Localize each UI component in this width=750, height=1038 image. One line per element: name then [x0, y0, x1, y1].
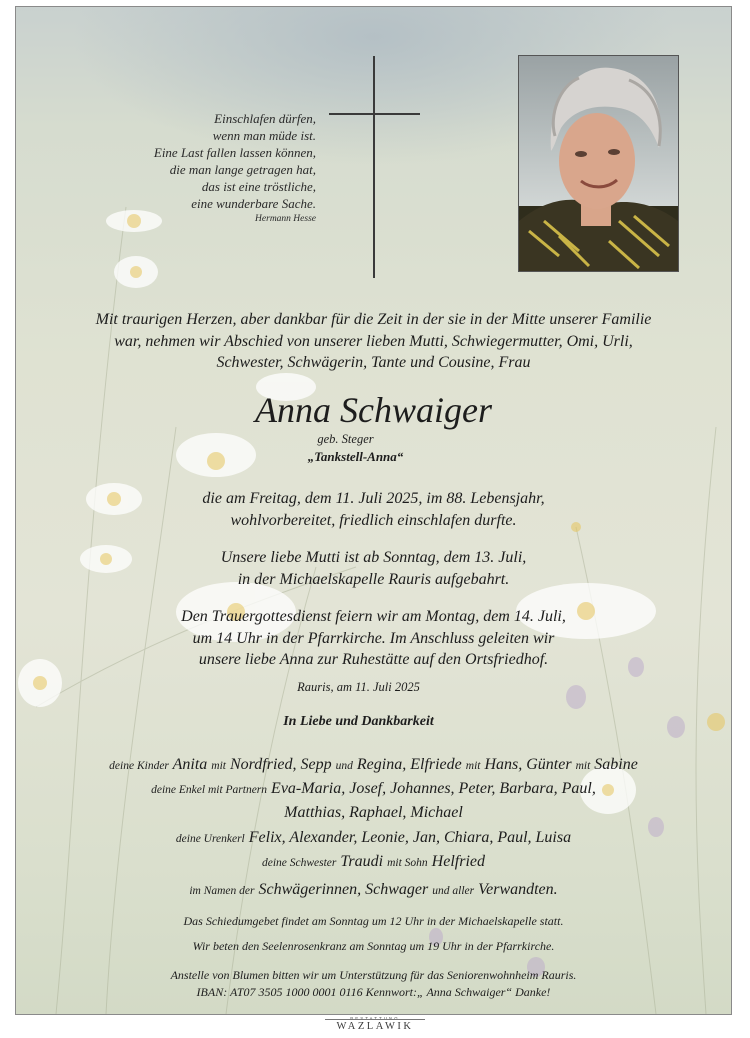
grandchildren-names: Matthias, Raphael, Michael: [284, 803, 463, 821]
connector: und: [335, 760, 353, 772]
grandchildren-prefix: deine Enkel mit Partnern: [151, 784, 268, 796]
child-name: Sepp: [300, 756, 332, 773]
nickname: „Tankstell-Anna“: [307, 449, 404, 464]
connector: mit: [211, 760, 226, 772]
quote-line: Einschlafen dürfen,: [214, 111, 316, 126]
paragraph-line: wohlvorbereitet, friedlich einschlafen durfte.: [230, 511, 517, 529]
donation-iban: IBAN: AT07 3505 1000 0001 0116 Kennwort:„ Anna Schwaiger“ Danke!: [196, 985, 551, 999]
donation-note: [16, 967, 731, 1001]
relatives-prefix: im Namen der: [189, 885, 255, 897]
great-grandchildren-prefix: deine Urenkerl: [175, 833, 245, 845]
quote-line: das ist eine tröstliche,: [201, 179, 316, 194]
quote-line: wenn man müde ist.: [212, 128, 316, 143]
child-partner: Nordfried: [230, 756, 293, 773]
birth-name: geb. Steger: [317, 432, 374, 446]
place-date: Rauris, am 11. Juli 2025: [297, 680, 420, 694]
obituary-card: [15, 6, 732, 1015]
death-paragraph: [16, 488, 731, 531]
portrait-photo: [518, 55, 679, 272]
sister-prefix: deine Schwester: [261, 857, 337, 869]
funeral-paragraph: [16, 606, 731, 671]
paragraph-line: um 14 Uhr in der Pfarrkirche. Im Anschluss geleiten wir: [192, 629, 555, 647]
paragraph-line: Den Trauergottesdienst feiern wir am Montag, dem 14. Juli,: [181, 608, 566, 625]
child-name: Anita: [172, 756, 208, 773]
paragraph-line: die am Freitag, dem 11. Juli 2025, im 88. Lebensjahr,: [202, 490, 545, 507]
sister-son-name: Helfried: [431, 853, 485, 870]
relatives: Verwandten.: [478, 881, 558, 898]
great-grandchildren-names: Felix, Alexander, Leonie, Jan, Chiara, Paul, Luisa: [248, 829, 572, 846]
intro-line: war, nehmen wir Abschied von unserer lieben Mutti, Schwiegermutter, Omi, Urli,: [114, 332, 633, 350]
child-partner: Regina: [356, 756, 403, 773]
laid-out-paragraph: [16, 547, 731, 590]
sister-son-label: mit Sohn: [387, 857, 428, 869]
logo-rule: [325, 1019, 425, 1020]
child-partner: Hans: [484, 756, 519, 773]
connector: mit: [575, 760, 591, 772]
intro-text: [36, 309, 711, 374]
paragraph-line: unsere liebe Anna zur Ruhestätte auf den Ortsfriedhof.: [198, 651, 549, 668]
deceased-name: Anna Schwaiger: [255, 390, 492, 430]
family-relatives: [16, 879, 731, 903]
intro-line: Mit traurigen Herzen, aber dankbar für die Zeit in der sie in der Mitte unserer Familie: [95, 311, 652, 328]
children-prefix: deine Kinder: [109, 760, 169, 772]
intro-line: Schwester, Schwägerin, Tante und Cousine, Frau: [216, 354, 531, 371]
family-sister: [16, 851, 731, 875]
paragraph-line: Unsere liebe Mutti ist ab Sonntag, dem 13. Juli,: [220, 549, 527, 566]
rosary-note: Wir beten den Seelenrosenkranz am Sonntag um 19 Uhr in der Pfarrkirche.: [192, 939, 555, 953]
quote-author: Hermann Hesse: [255, 214, 316, 224]
family-grandchildren: [16, 778, 731, 824]
hesse-quote: [76, 110, 316, 226]
quote-line: Eine Last fallen lassen können,: [153, 145, 316, 160]
prayer-note: Das Schiedumgebet findet am Sonntag um 12 Uhr in der Michaelskapelle statt.: [183, 914, 564, 928]
sister-name: Traudi: [340, 853, 384, 870]
family-great-grandchildren: [16, 827, 731, 851]
quote-line: eine wunderbare Sache.: [191, 196, 316, 211]
grandchildren-names: Eva-Maria, Josef, Johannes, Peter, Barbara, Paul,: [271, 780, 596, 797]
child-name: Elfriede: [410, 756, 462, 773]
child-name: Günter: [526, 756, 572, 773]
portrait-illustration: [519, 56, 678, 271]
donation-line: Anstelle von Blumen bitten wir um Unterstützung für das Seniorenwohnheim Rauris.: [170, 968, 577, 982]
undertaker-logo: WAZLAWIK: [336, 1021, 414, 1032]
quote-line: die man lange getragen hat,: [169, 162, 316, 177]
in-laws: Schwägerinnen, Schwager: [258, 881, 429, 898]
connector: mit: [465, 760, 481, 772]
family-children: deine Kinder Anita mit Nordfried, Sepp und Regina, Elfriede mit Hans, Günter mit Sabine: [109, 756, 638, 773]
paragraph-line: in der Michaelskapelle Rauris aufgebahrt.: [237, 570, 510, 588]
child-partner: Sabine: [594, 756, 638, 773]
closing-phrase: In Liebe und Dankbarkeit: [283, 714, 434, 729]
cross-icon: [373, 56, 375, 278]
relatives-connector: und aller: [432, 885, 475, 897]
cross-icon-bar: [329, 113, 420, 115]
